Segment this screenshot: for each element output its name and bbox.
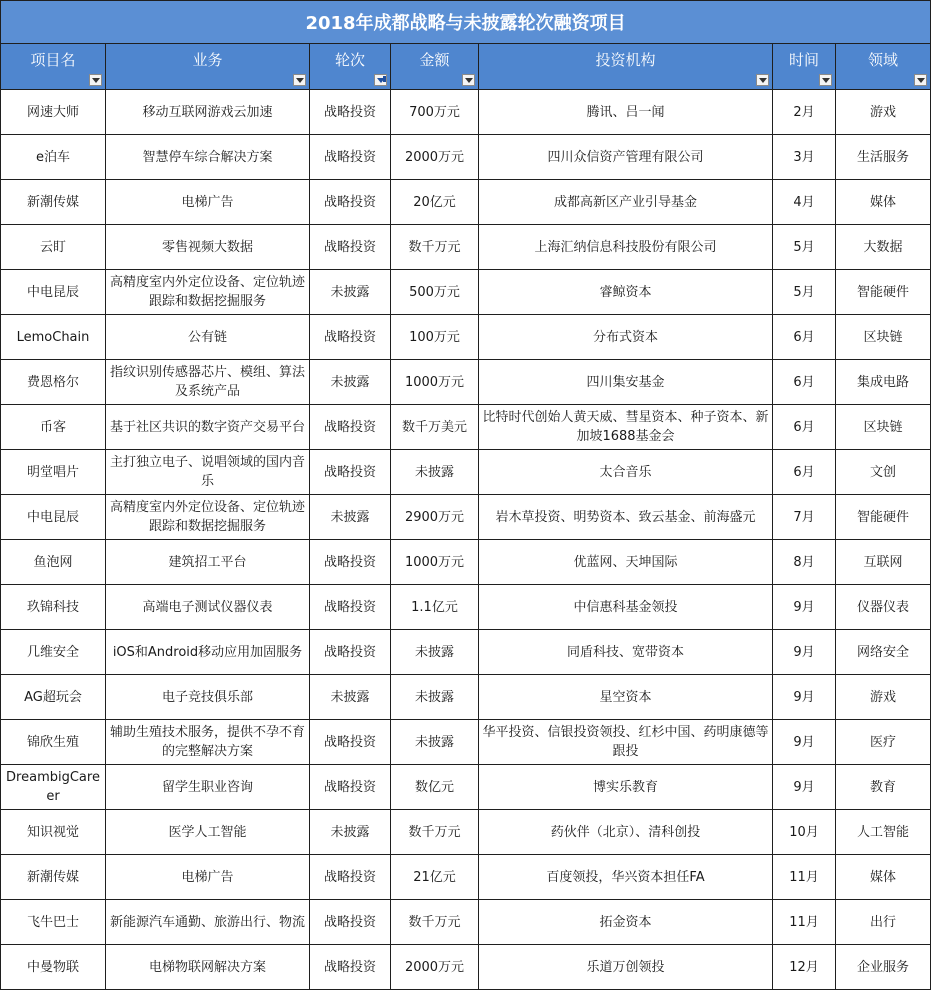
cell-sector[interactable]: 出行 [836, 900, 931, 945]
filter-dropdown-icon[interactable] [89, 74, 102, 86]
cell-project-name[interactable]: 玖锦科技 [1, 585, 106, 630]
header-row [1, 44, 931, 90]
cell-time[interactable]: 3月 [773, 135, 836, 180]
cell-time[interactable]: 8月 [773, 540, 836, 585]
cell-project-name[interactable]: 几维安全 [1, 630, 106, 675]
cell-sector[interactable]: 区块链 [836, 315, 931, 360]
cell-investors[interactable]: 药伙伴（北京）、清科创投 [479, 810, 773, 855]
cell-project-name[interactable]: AG超玩会 [1, 675, 106, 720]
cell-project-name[interactable]: 知识视觉 [1, 810, 106, 855]
cell-business[interactable]: 高精度室内外定位设备、定位轨迹跟踪和数据挖掘服务 [106, 270, 310, 315]
cell-amount[interactable]: 21亿元 [391, 855, 479, 900]
cell-time[interactable]: 9月 [773, 720, 836, 765]
cell-investors[interactable]: 星空资本 [479, 675, 773, 720]
cell-project-name[interactable]: LemoChain [1, 315, 106, 360]
cell-investors[interactable]: 太合音乐 [479, 450, 773, 495]
cell-amount[interactable]: 未披露 [391, 675, 479, 720]
cell-sector[interactable]: 媒体 [836, 855, 931, 900]
cell-amount[interactable]: 数千万元 [391, 810, 479, 855]
cell-investors[interactable]: 华平投资、信银投资领投、红杉中国、药明康德等跟投 [479, 720, 773, 765]
cell-project-name[interactable]: 新潮传媒 [1, 180, 106, 225]
cell-project-name[interactable]: 云盯 [1, 225, 106, 270]
cell-time[interactable]: 9月 [773, 585, 836, 630]
column-header-label: 领域 [868, 51, 899, 69]
cell-business[interactable]: 电子竞技俱乐部 [106, 675, 310, 720]
cell-business[interactable]: 电梯物联网解决方案 [106, 945, 310, 990]
table-row [1, 180, 931, 225]
cell-project-name[interactable]: 费恩格尔 [1, 360, 106, 405]
cell-investors[interactable]: 百度领投，华兴资本担任FA [479, 855, 773, 900]
cell-sector[interactable]: 生活服务 [836, 135, 931, 180]
cell-amount[interactable]: 数亿元 [391, 765, 479, 810]
cell-project-name[interactable]: e泊车 [1, 135, 106, 180]
cell-amount[interactable]: 数千万元 [391, 900, 479, 945]
table-row [1, 450, 931, 495]
cell-investors[interactable]: 比特时代创始人黄天威、彗星资本、种子资本、新加坡1688基金会 [479, 405, 773, 450]
column-header-amount[interactable] [391, 44, 479, 90]
cell-project-name[interactable]: 中电昆辰 [1, 495, 106, 540]
cell-round[interactable]: 战略投资 [310, 180, 391, 225]
column-header-project-name[interactable] [1, 44, 106, 90]
cell-time[interactable]: 4月 [773, 180, 836, 225]
cell-project-name[interactable]: 币客 [1, 405, 106, 450]
cell-business[interactable]: 零售视频大数据 [106, 225, 310, 270]
cell-round[interactable]: 战略投资 [310, 630, 391, 675]
cell-round[interactable]: 战略投资 [310, 945, 391, 990]
cell-time[interactable]: 6月 [773, 360, 836, 405]
cell-sector[interactable]: 文创 [836, 450, 931, 495]
cell-round[interactable]: 未披露 [310, 495, 391, 540]
cell-time[interactable]: 11月 [773, 855, 836, 900]
column-header-round[interactable] [310, 44, 391, 90]
cell-round[interactable]: 战略投资 [310, 900, 391, 945]
table-row [1, 405, 931, 450]
cell-business[interactable]: 辅助生殖技术服务，提供不孕不育的完整解决方案 [106, 720, 310, 765]
column-header-time[interactable] [773, 44, 836, 90]
cell-round[interactable]: 未披露 [310, 810, 391, 855]
cell-amount[interactable]: 1000万元 [391, 540, 479, 585]
cell-project-name[interactable]: 锦欣生殖 [1, 720, 106, 765]
table-row [1, 900, 931, 945]
cell-business[interactable]: 公有链 [106, 315, 310, 360]
column-header-label: 业务 [192, 51, 223, 69]
cell-round[interactable]: 战略投资 [310, 405, 391, 450]
cell-sector[interactable]: 智能硬件 [836, 495, 931, 540]
cell-time[interactable]: 7月 [773, 495, 836, 540]
cell-amount[interactable]: 未披露 [391, 450, 479, 495]
cell-time[interactable]: 9月 [773, 765, 836, 810]
cell-project-name[interactable]: 中电昆辰 [1, 270, 106, 315]
cell-business[interactable]: 移动互联网游戏云加速 [106, 90, 310, 135]
filter-dropdown-icon[interactable] [819, 74, 832, 86]
column-header-label: 投资机构 [595, 51, 656, 69]
cell-time[interactable]: 6月 [773, 450, 836, 495]
cell-project-name[interactable]: 明堂唱片 [1, 450, 106, 495]
table-row [1, 225, 931, 270]
cell-amount[interactable]: 500万元 [391, 270, 479, 315]
cell-business[interactable]: 建筑招工平台 [106, 540, 310, 585]
table-row [1, 720, 931, 765]
cell-business[interactable]: 基于社区共识的数字资产交易平台 [106, 405, 310, 450]
cell-time[interactable]: 5月 [773, 225, 836, 270]
cell-business[interactable]: 电梯广告 [106, 180, 310, 225]
cell-round[interactable]: 战略投资 [310, 315, 391, 360]
cell-sector[interactable]: 智能硬件 [836, 270, 931, 315]
table-row [1, 945, 931, 990]
cell-project-name[interactable]: 中曼物联 [1, 945, 106, 990]
cell-amount[interactable]: 20亿元 [391, 180, 479, 225]
cell-project-name[interactable]: DreambigCareer [1, 765, 106, 810]
cell-business[interactable]: 电梯广告 [106, 855, 310, 900]
title-row [1, 1, 931, 44]
cell-business[interactable]: 高端电子测试仪器仪表 [106, 585, 310, 630]
filter-dropdown-icon[interactable] [914, 74, 927, 86]
cell-project-name[interactable]: 新潮传媒 [1, 855, 106, 900]
cell-time[interactable]: 9月 [773, 630, 836, 675]
table-row [1, 810, 931, 855]
column-header-label: 项目名 [30, 51, 76, 69]
cell-investors[interactable]: 中信惠科基金领投 [479, 585, 773, 630]
filter-dropdown-icon[interactable] [462, 74, 475, 86]
table-row [1, 270, 931, 315]
column-header-sector[interactable] [836, 44, 931, 90]
table-row [1, 630, 931, 675]
cell-amount[interactable]: 未披露 [391, 720, 479, 765]
filter-dropdown-icon[interactable] [756, 74, 769, 86]
table-row [1, 540, 931, 585]
table-row [1, 855, 931, 900]
cell-investors[interactable]: 四川集安基金 [479, 360, 773, 405]
cell-round[interactable]: 未披露 [310, 675, 391, 720]
cell-round[interactable]: 战略投资 [310, 585, 391, 630]
cell-time[interactable]: 11月 [773, 900, 836, 945]
cell-round[interactable]: 未披露 [310, 270, 391, 315]
cell-round[interactable]: 战略投资 [310, 135, 391, 180]
cell-amount[interactable]: 2000万元 [391, 945, 479, 990]
cell-business[interactable]: 主打独立电子、说唱领域的国内音乐 [106, 450, 310, 495]
table-row [1, 135, 931, 180]
table-row [1, 315, 931, 360]
cell-round[interactable]: 未披露 [310, 360, 391, 405]
cell-investors[interactable]: 成都高新区产业引导基金 [479, 180, 773, 225]
cell-amount[interactable]: 700万元 [391, 90, 479, 135]
cell-sector[interactable]: 游戏 [836, 90, 931, 135]
cell-project-name[interactable]: 鱼泡网 [1, 540, 106, 585]
filter-active-icon[interactable] [374, 74, 387, 86]
cell-sector[interactable]: 企业服务 [836, 945, 931, 990]
cell-time[interactable]: 9月 [773, 675, 836, 720]
cell-round[interactable]: 战略投资 [310, 225, 391, 270]
cell-investors[interactable]: 优蓝网、天坤国际 [479, 540, 773, 585]
cell-time[interactable]: 6月 [773, 315, 836, 360]
cell-time[interactable]: 6月 [773, 405, 836, 450]
cell-business[interactable]: 智慧停车综合解决方案 [106, 135, 310, 180]
cell-investors[interactable]: 岩木草投资、明势资本、致云基金、前海盛元 [479, 495, 773, 540]
cell-sector[interactable]: 医疗 [836, 720, 931, 765]
cell-business[interactable]: 高精度室内外定位设备、定位轨迹跟踪和数据挖掘服务 [106, 495, 310, 540]
cell-sector[interactable]: 人工智能 [836, 810, 931, 855]
cell-amount[interactable]: 1000万元 [391, 360, 479, 405]
cell-amount[interactable]: 2900万元 [391, 495, 479, 540]
cell-sector[interactable]: 区块链 [836, 405, 931, 450]
cell-sector[interactable]: 互联网 [836, 540, 931, 585]
cell-time[interactable]: 10月 [773, 810, 836, 855]
cell-round[interactable]: 战略投资 [310, 765, 391, 810]
column-header-business[interactable] [106, 44, 310, 90]
cell-sector[interactable]: 游戏 [836, 675, 931, 720]
table-row [1, 495, 931, 540]
column-header-investors[interactable] [479, 44, 773, 90]
column-header-label: 轮次 [334, 51, 365, 69]
column-header-label: 金额 [419, 51, 450, 69]
cell-business[interactable]: 留学生职业咨询 [106, 765, 310, 810]
cell-investors[interactable]: 同盾科技、宽带资本 [479, 630, 773, 675]
cell-time[interactable]: 5月 [773, 270, 836, 315]
table-row [1, 765, 931, 810]
cell-investors[interactable]: 睿鲸资本 [479, 270, 773, 315]
filter-dropdown-icon[interactable] [293, 74, 306, 86]
cell-sector[interactable]: 网络安全 [836, 630, 931, 675]
table-row [1, 360, 931, 405]
cell-amount[interactable]: 1.1亿元 [391, 585, 479, 630]
cell-investors[interactable]: 分布式资本 [479, 315, 773, 360]
cell-sector[interactable]: 教育 [836, 765, 931, 810]
cell-investors[interactable]: 乐道万创领投 [479, 945, 773, 990]
cell-investors[interactable]: 上海汇纳信息科技股份有限公司 [479, 225, 773, 270]
cell-time[interactable]: 12月 [773, 945, 836, 990]
cell-amount[interactable]: 100万元 [391, 315, 479, 360]
cell-round[interactable]: 战略投资 [310, 720, 391, 765]
cell-investors[interactable]: 拓金资本 [479, 900, 773, 945]
cell-sector[interactable]: 集成电路 [836, 360, 931, 405]
cell-amount[interactable]: 未披露 [391, 630, 479, 675]
cell-sector[interactable]: 媒体 [836, 180, 931, 225]
cell-investors[interactable]: 博实乐教育 [479, 765, 773, 810]
table-row [1, 675, 931, 720]
cell-amount[interactable]: 数千万美元 [391, 405, 479, 450]
cell-amount[interactable]: 数千万元 [391, 225, 479, 270]
table-row [1, 585, 931, 630]
cell-investors[interactable]: 四川众信资产管理有限公司 [479, 135, 773, 180]
table-row [1, 90, 931, 135]
cell-round[interactable]: 战略投资 [310, 90, 391, 135]
cell-round[interactable]: 战略投资 [310, 540, 391, 585]
cell-amount[interactable]: 2000万元 [391, 135, 479, 180]
cell-business[interactable]: 新能源汽车通勤、旅游出行、物流 [106, 900, 310, 945]
cell-project-name[interactable]: 飞牛巴士 [1, 900, 106, 945]
cell-round[interactable]: 战略投资 [310, 450, 391, 495]
cell-sector[interactable]: 大数据 [836, 225, 931, 270]
table-body [1, 90, 931, 990]
column-header-label: 时间 [788, 51, 819, 69]
cell-time[interactable]: 2月 [773, 90, 836, 135]
table-title: 2018年成都战略与未披露轮次融资项目 [1, 1, 931, 44]
cell-round[interactable]: 战略投资 [310, 855, 391, 900]
cell-project-name[interactable]: 网速大师 [1, 90, 106, 135]
cell-investors[interactable]: 腾讯、吕一闻 [479, 90, 773, 135]
cell-business[interactable]: iOS和Android移动应用加固服务 [106, 630, 310, 675]
cell-business[interactable]: 指纹识别传感器芯片、模组、算法及系统产品 [106, 360, 310, 405]
cell-sector[interactable]: 仪器仪表 [836, 585, 931, 630]
cell-business[interactable]: 医学人工智能 [106, 810, 310, 855]
